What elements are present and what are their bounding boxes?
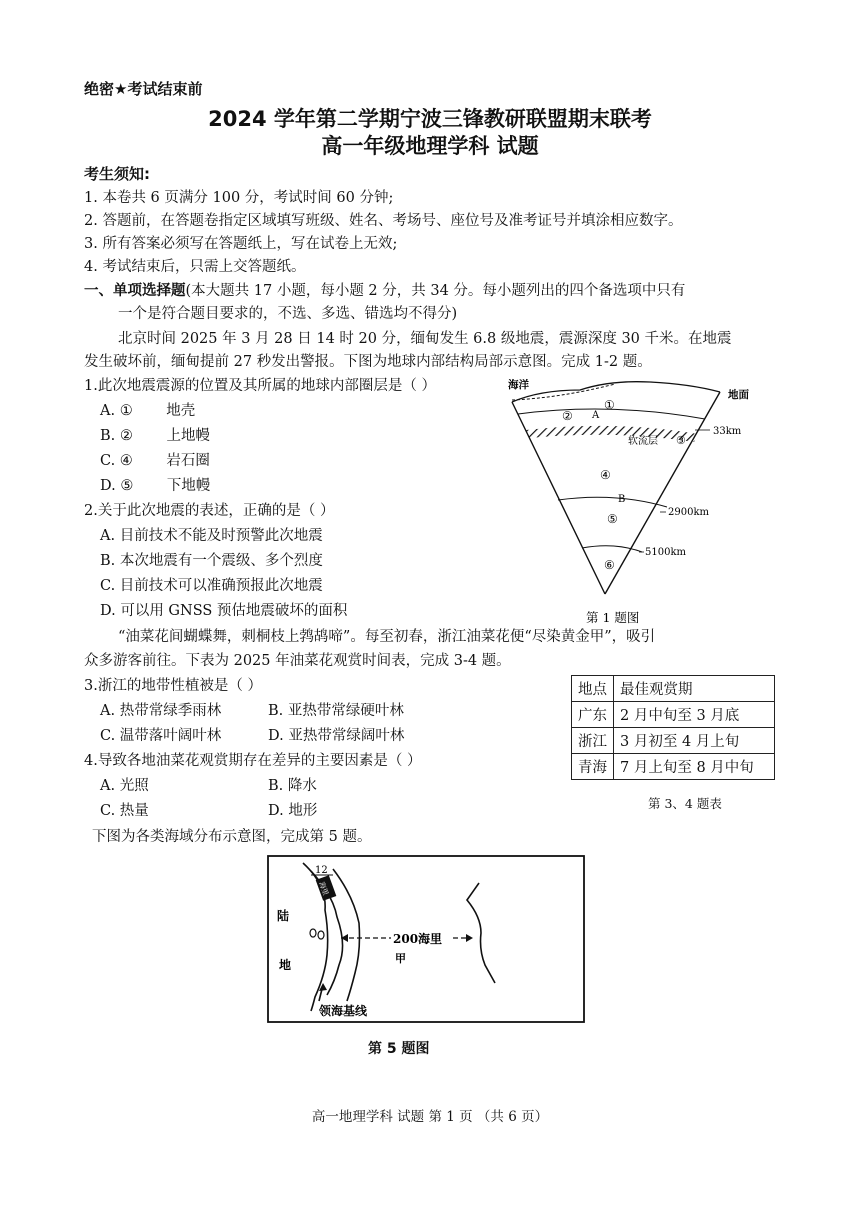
table-header-row [572,676,775,702]
table-cell: 2 月中旬至 3 月底 [614,702,775,728]
table-cell: 浙江 [572,728,614,754]
section-desc: (本大题共 17 小题，每小题 2 分，共 34 分。每小题列出的四个备选项中只有 [185,283,686,299]
sea-zone-figure [267,855,585,1025]
q1-option-a: A. ① 地壳 [100,403,196,419]
figure-5-caption: 第 5 题图 [368,1041,430,1057]
secret-label: 绝密★考试结束前 [84,80,203,98]
notice-item-2: 2. 答题前，在答题卷指定区域填写班级、姓名、考场号、座位号及准考证号并填涂相应数字。 [84,213,683,229]
q3-option-a: A. 热带常绿季雨林 [100,703,222,719]
layer-3-mark: ③ [676,434,686,447]
q4-option-d: D. 地形 [268,803,318,819]
q2-option-c: C. 目前技术可以准确预报此次地震 [100,578,323,594]
table-cell: 青海 [572,754,614,780]
layer-5-mark: ⑤ [607,512,618,526]
q4-option-a: A. 光照 [100,778,149,794]
notice-item-1: 1. 本卷共 6 页满分 100 分，考试时间 60 分钟; [84,190,394,206]
boundary-5100 [582,546,642,552]
section-heading-row [84,279,685,300]
q1-option-b: B. ② 上地幔 [100,428,210,444]
passage2-line2: 众多游客前往。下表为 2025 年油菜花观赏时间表，完成 3-4 题。 [84,653,511,669]
section-heading: 一、单项选择题 [84,283,186,299]
question-4-stem: 4.导致各地油菜花观赏期存在差异的主要因素是（ ） [84,753,422,769]
page-footer: 高一地理学科 试题 第 1 页 （共 6 页） [311,1109,549,1125]
layer-6-mark: ⑥ [604,558,615,572]
q4-option-b: B. 降水 [268,778,317,794]
boundary-a-label: A [592,410,600,421]
baseline-label: 领海基线 [319,1004,368,1018]
q2-option-b: B. 本次地震有一个震级、多个烈度 [100,553,323,569]
notice-item-3: 3. 所有答案必须写在答题纸上，写在试卷上无效; [84,236,398,252]
table-row [572,702,775,728]
figure-1-caption: 第 1 题图 [586,610,640,625]
question-2-stem: 2.关于此次地震的表述，正确的是（ ） [84,503,335,519]
question-1-stem: 1.此次地震震源的位置及其所属的地球内部圈层是（ ） [84,378,436,394]
table-header-cell: 地点 [572,676,614,702]
q2-option-a: A. 目前技术不能及时预警此次地震 [100,528,323,544]
asthenosphere-band [526,426,698,442]
table-caption: 第 3、4 题表 [648,796,722,811]
boundary-b-label: B [618,494,626,505]
q3-option-c: C. 温带落叶阔叶林 [100,728,222,744]
depth-5100-label: 5100km [645,547,686,558]
distance-label: 200海里 [393,932,443,946]
ocean-label: 海洋 [508,379,529,391]
exam-title: 2024 学年第二学期宁波三锋教研联盟期末联考 [208,107,652,131]
layer-1-mark: ① [604,398,615,412]
passage2-line1: “油菜花间蝴蝶舞，刺桐枝上鹁鸪啼”。每至初春，浙江油菜花便“尽染黄金甲”，吸引 [118,629,656,645]
table-row [572,728,775,754]
passage1-line1: 北京时间 2025 年 3 月 28 日 14 时 20 分，缅甸发生 6.8 级地震，震源深度 30 千米。在地震 [118,331,732,347]
passage3-line1: 下图为各类海域分布示意图，完成第 5 题。 [92,829,372,845]
q3-option-b: B. 亚热带常绿硬叶林 [268,703,404,719]
zone-jia-label: 甲 [395,952,406,965]
land-label-1: 陆 [277,909,290,923]
layer-4-mark: ④ [600,468,611,482]
table-cell: 广东 [572,702,614,728]
asthenosphere-label: 软流层 [628,436,658,447]
earth-interior-figure [500,372,800,634]
surface-line [512,382,720,402]
land-label-2: 地 [279,958,292,972]
depth-33-label: 33km [713,426,742,437]
question-3-stem: 3.浙江的地带性植被是（ ） [84,678,262,694]
table-header-cell: 最佳观赏期 [614,676,775,702]
section-desc-2: 一个是符合题目要求的，不选、多选、错选均不得分) [118,306,458,322]
q1-option-d: D. ⑤ 下地幔 [100,478,211,494]
twelve-label: 12 [315,865,328,876]
table-cell: 3 月初至 4 月上旬 [614,728,775,754]
table-row [572,754,775,780]
exam-subtitle: 高一年级地理学科 试题 [321,134,539,158]
q3-option-d: D. 亚热带常绿阔叶林 [268,728,405,744]
wedge-right-edge [605,392,720,594]
q2-option-d: D. 可以用 GNSS 预估地震破坏的面积 [100,603,348,619]
notice-heading: 考生须知: [84,165,150,183]
passage1-line2: 发生破坏前，缅甸提前 27 秒发出警报。下图为地球内部结构局部示意图。完成 1-2 题。 [84,354,652,370]
boundary-b [558,497,667,507]
viewing-time-table [571,675,775,780]
depth-2900-label: 2900km [668,507,709,518]
layer-2-mark: ② [562,409,573,423]
surface-label: 地面 [728,389,749,401]
notice-item-4: 4. 考试结束后，只需上交答题纸。 [84,259,306,275]
q1-option-c: C. ④ 岩石圈 [100,453,210,469]
small-haili-label: 海里 [317,880,330,897]
table-cell: 7 月上旬至 8 月中旬 [614,754,775,780]
q4-option-c: C. 热量 [100,803,149,819]
